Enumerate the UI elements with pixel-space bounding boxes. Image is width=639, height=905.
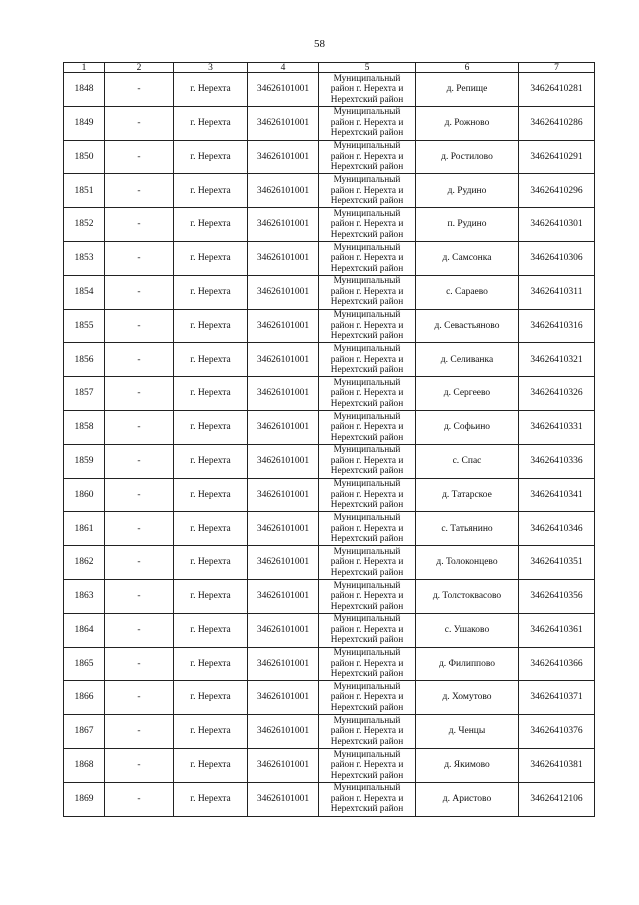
oktmo-cell: 34626410381	[519, 748, 595, 782]
municipality-line: Муниципальный	[333, 479, 401, 490]
municipality-line: Нерехтский район	[330, 398, 404, 409]
city-cell: г. Нерехта	[174, 748, 248, 782]
municipality-cell	[319, 241, 416, 275]
municipality-line: Нерехтский район	[330, 601, 404, 612]
column-2-cell: -	[105, 140, 174, 174]
municipality-cell	[319, 748, 416, 782]
settlement-cell: д. Рудино	[416, 174, 519, 208]
city-cell: г. Нерехта	[174, 309, 248, 343]
city-cell: г. Нерехта	[174, 444, 248, 478]
settlement-cell: п. Рудино	[416, 208, 519, 242]
table-row	[64, 748, 595, 782]
municipality-cell	[319, 478, 416, 512]
table-row	[64, 343, 595, 377]
city-cell: г. Нерехта	[174, 512, 248, 546]
municipality-cell	[319, 309, 416, 343]
table-row	[64, 73, 595, 107]
column-2-cell: -	[105, 579, 174, 613]
row-number-cell: 1865	[64, 647, 105, 681]
column-header-4: 4	[248, 63, 319, 73]
column-2-cell: -	[105, 309, 174, 343]
municipality-line: Нерехтский район	[330, 263, 404, 274]
municipality-line: район г. Нерехта и	[330, 591, 404, 602]
city-cell: г. Нерехта	[174, 140, 248, 174]
city-cell: г. Нерехта	[174, 579, 248, 613]
row-number-cell: 1867	[64, 715, 105, 749]
oktmo-cell: 34626410281	[519, 73, 595, 107]
code-cell: 34626101001	[248, 106, 319, 140]
table-row	[64, 512, 595, 546]
column-2-cell: -	[105, 478, 174, 512]
municipality-line: Муниципальный	[333, 310, 401, 321]
municipality-line: район г. Нерехта и	[330, 726, 404, 737]
city-cell: г. Нерехта	[174, 715, 248, 749]
code-cell: 34626101001	[248, 410, 319, 444]
oktmo-cell: 34626410351	[519, 546, 595, 580]
column-2-cell: -	[105, 444, 174, 478]
code-cell: 34626101001	[248, 512, 319, 546]
oktmo-cell: 34626410341	[519, 478, 595, 512]
municipality-cell	[319, 275, 416, 309]
municipality-line: Муниципальный	[333, 344, 401, 355]
oktmo-cell: 34626410376	[519, 715, 595, 749]
settlement-cell: д. Филиппово	[416, 647, 519, 681]
row-number-cell: 1857	[64, 377, 105, 411]
municipality-line: Муниципальный	[333, 73, 401, 84]
code-cell: 34626101001	[248, 715, 319, 749]
settlement-cell: д. Севастьяново	[416, 309, 519, 343]
municipality-line: Муниципальный	[333, 141, 401, 152]
city-cell: г. Нерехта	[174, 208, 248, 242]
oktmo-cell: 34626410366	[519, 647, 595, 681]
municipality-line: Муниципальный	[333, 411, 401, 422]
municipality-cell	[319, 343, 416, 377]
code-cell: 34626101001	[248, 343, 319, 377]
municipality-line: Муниципальный	[333, 208, 401, 219]
table-row	[64, 444, 595, 478]
municipality-cell	[319, 715, 416, 749]
municipality-cell	[319, 377, 416, 411]
settlement-cell: д. Хомутово	[416, 681, 519, 715]
municipality-line: район г. Нерехта и	[330, 692, 404, 703]
municipality-line: Нерехтский район	[330, 432, 404, 443]
settlement-cell: д. Репище	[416, 73, 519, 107]
municipality-cell	[319, 613, 416, 647]
municipality-cell	[319, 782, 416, 816]
city-cell: г. Нерехта	[174, 241, 248, 275]
municipality-line: район г. Нерехта и	[330, 354, 404, 365]
municipality-line: Муниципальный	[333, 580, 401, 591]
row-number-cell: 1861	[64, 512, 105, 546]
row-number-cell: 1859	[64, 444, 105, 478]
code-cell: 34626101001	[248, 377, 319, 411]
column-header-1: 1	[64, 63, 105, 73]
table-row	[64, 410, 595, 444]
municipality-line: район г. Нерехта и	[330, 760, 404, 771]
municipality-line: район г. Нерехта и	[330, 219, 404, 230]
municipality-cell	[319, 140, 416, 174]
column-header-2: 2	[105, 63, 174, 73]
row-number-cell: 1848	[64, 73, 105, 107]
column-header-6: 6	[416, 63, 519, 73]
settlement-cell: д. Ченцы	[416, 715, 519, 749]
municipality-line: Нерехтский район	[330, 162, 404, 173]
code-cell: 34626101001	[248, 681, 319, 715]
municipality-line: Нерехтский район	[330, 500, 404, 511]
municipality-line: Нерехтский район	[330, 297, 404, 308]
row-number-cell: 1858	[64, 410, 105, 444]
municipality-line: район г. Нерехта и	[330, 658, 404, 669]
code-cell: 34626101001	[248, 782, 319, 816]
municipality-line: Нерехтский район	[330, 196, 404, 207]
municipality-line: район г. Нерехта и	[330, 455, 404, 466]
row-number-cell: 1855	[64, 309, 105, 343]
municipality-cell	[319, 647, 416, 681]
page-number: 58	[314, 38, 325, 50]
table-row	[64, 647, 595, 681]
code-cell: 34626101001	[248, 208, 319, 242]
code-cell: 34626101001	[248, 174, 319, 208]
table-row	[64, 275, 595, 309]
city-cell: г. Нерехта	[174, 343, 248, 377]
table-row	[64, 478, 595, 512]
settlement-cell: д. Рожново	[416, 106, 519, 140]
settlement-cell: с. Сараево	[416, 275, 519, 309]
oktmo-cell: 34626410301	[519, 208, 595, 242]
oktmo-cell: 34626410361	[519, 613, 595, 647]
table-body	[64, 73, 595, 817]
row-number-cell: 1850	[64, 140, 105, 174]
municipality-line: район г. Нерехта и	[330, 489, 404, 500]
column-2-cell: -	[105, 106, 174, 140]
column-header-5: 5	[319, 63, 416, 73]
municipality-cell	[319, 106, 416, 140]
settlement-cell: д. Самсонка	[416, 241, 519, 275]
oktmo-cell: 34626410291	[519, 140, 595, 174]
table-row	[64, 579, 595, 613]
city-cell: г. Нерехта	[174, 613, 248, 647]
municipality-line: Муниципальный	[333, 749, 401, 760]
municipality-line: район г. Нерехта и	[330, 117, 404, 128]
municipality-line: Нерехтский район	[330, 702, 404, 713]
city-cell: г. Нерехта	[174, 73, 248, 107]
table-row	[64, 377, 595, 411]
column-2-cell: -	[105, 275, 174, 309]
table-row	[64, 106, 595, 140]
row-number-cell: 1868	[64, 748, 105, 782]
table-row	[64, 140, 595, 174]
municipality-line: Нерехтский район	[330, 128, 404, 139]
municipality-line: Муниципальный	[333, 783, 401, 794]
settlement-cell: с. Спас	[416, 444, 519, 478]
row-number-cell: 1869	[64, 782, 105, 816]
oktmo-cell: 34626410356	[519, 579, 595, 613]
column-2-cell: -	[105, 647, 174, 681]
table-row	[64, 208, 595, 242]
settlement-cell: д. Толстоквасово	[416, 579, 519, 613]
code-cell: 34626101001	[248, 241, 319, 275]
settlement-cell: д. Софьино	[416, 410, 519, 444]
oktmo-cell: 34626410326	[519, 377, 595, 411]
row-number-cell: 1862	[64, 546, 105, 580]
table-row	[64, 681, 595, 715]
municipality-cell	[319, 174, 416, 208]
code-cell: 34626101001	[248, 613, 319, 647]
registry-table	[63, 62, 595, 817]
municipality-line: район г. Нерехта и	[330, 422, 404, 433]
column-2-cell: -	[105, 715, 174, 749]
municipality-line: Нерехтский район	[330, 94, 404, 105]
row-number-cell: 1853	[64, 241, 105, 275]
city-cell: г. Нерехта	[174, 377, 248, 411]
municipality-line: Нерехтский район	[330, 229, 404, 240]
oktmo-cell: 34626410346	[519, 512, 595, 546]
oktmo-cell: 34626410371	[519, 681, 595, 715]
municipality-line: Нерехтский район	[330, 466, 404, 477]
municipality-line: район г. Нерехта и	[330, 253, 404, 264]
table-row	[64, 309, 595, 343]
code-cell: 34626101001	[248, 579, 319, 613]
oktmo-cell: 34626410296	[519, 174, 595, 208]
municipality-cell	[319, 73, 416, 107]
municipality-line: Нерехтский район	[330, 635, 404, 646]
municipality-line: Нерехтский район	[330, 770, 404, 781]
municipality-line: Муниципальный	[333, 546, 401, 557]
table-row	[64, 715, 595, 749]
oktmo-cell: 34626410306	[519, 241, 595, 275]
table-row	[64, 174, 595, 208]
municipality-line: район г. Нерехта и	[330, 320, 404, 331]
city-cell: г. Нерехта	[174, 174, 248, 208]
municipality-line: Муниципальный	[333, 107, 401, 118]
column-2-cell: -	[105, 782, 174, 816]
column-header-3: 3	[174, 63, 248, 73]
municipality-line: Муниципальный	[333, 715, 401, 726]
column-2-cell: -	[105, 546, 174, 580]
table-row	[64, 613, 595, 647]
row-number-cell: 1860	[64, 478, 105, 512]
row-number-cell: 1863	[64, 579, 105, 613]
municipality-line: район г. Нерехта и	[330, 624, 404, 635]
code-cell: 34626101001	[248, 546, 319, 580]
municipality-line: район г. Нерехта и	[330, 388, 404, 399]
column-2-cell: -	[105, 613, 174, 647]
municipality-line: Муниципальный	[333, 242, 401, 253]
settlement-cell: с. Ушаково	[416, 613, 519, 647]
municipality-line: Нерехтский район	[330, 331, 404, 342]
municipality-line: Нерехтский район	[330, 804, 404, 815]
municipality-line: район г. Нерехта и	[330, 151, 404, 162]
column-2-cell: -	[105, 748, 174, 782]
code-cell: 34626101001	[248, 73, 319, 107]
row-number-cell: 1851	[64, 174, 105, 208]
oktmo-cell: 34626410331	[519, 410, 595, 444]
code-cell: 34626101001	[248, 647, 319, 681]
header-row	[64, 63, 595, 73]
municipality-line: Муниципальный	[333, 377, 401, 388]
municipality-line: Муниципальный	[333, 648, 401, 659]
code-cell: 34626101001	[248, 748, 319, 782]
settlement-cell: д. Сергеево	[416, 377, 519, 411]
municipality-cell	[319, 512, 416, 546]
table-row	[64, 546, 595, 580]
oktmo-cell: 34626410316	[519, 309, 595, 343]
municipality-line: Нерехтский район	[330, 736, 404, 747]
city-cell: г. Нерехта	[174, 782, 248, 816]
row-number-cell: 1849	[64, 106, 105, 140]
settlement-cell: д. Якимово	[416, 748, 519, 782]
municipality-line: Нерехтский район	[330, 567, 404, 578]
municipality-line: район г. Нерехта и	[330, 557, 404, 568]
city-cell: г. Нерехта	[174, 681, 248, 715]
municipality-line: Муниципальный	[333, 681, 401, 692]
settlement-cell: д. Ростилово	[416, 140, 519, 174]
table-row	[64, 241, 595, 275]
column-2-cell: -	[105, 241, 174, 275]
municipality-line: район г. Нерехта и	[330, 185, 404, 196]
column-2-cell: -	[105, 343, 174, 377]
municipality-cell	[319, 546, 416, 580]
municipality-line: район г. Нерехта и	[330, 286, 404, 297]
municipality-line: район г. Нерехта и	[330, 793, 404, 804]
settlement-cell: д. Аристово	[416, 782, 519, 816]
municipality-line: район г. Нерехта и	[330, 523, 404, 534]
column-2-cell: -	[105, 208, 174, 242]
municipality-cell	[319, 410, 416, 444]
column-2-cell: -	[105, 377, 174, 411]
municipality-line: Муниципальный	[333, 175, 401, 186]
code-cell: 34626101001	[248, 140, 319, 174]
column-2-cell: -	[105, 512, 174, 546]
table-row	[64, 782, 595, 816]
column-2-cell: -	[105, 410, 174, 444]
municipality-line: Муниципальный	[333, 513, 401, 523]
city-cell: г. Нерехта	[174, 106, 248, 140]
row-number-cell: 1854	[64, 275, 105, 309]
municipality-line: Муниципальный	[333, 614, 401, 625]
municipality-line: район г. Нерехта и	[330, 84, 404, 95]
city-cell: г. Нерехта	[174, 478, 248, 512]
column-2-cell: -	[105, 174, 174, 208]
code-cell: 34626101001	[248, 444, 319, 478]
code-cell: 34626101001	[248, 275, 319, 309]
column-header-7: 7	[519, 63, 595, 73]
code-cell: 34626101001	[248, 309, 319, 343]
municipality-line: Нерехтский район	[330, 365, 404, 376]
row-number-cell: 1852	[64, 208, 105, 242]
municipality-line: Нерехтский район	[330, 534, 404, 544]
city-cell: г. Нерехта	[174, 546, 248, 580]
settlement-cell: с. Татьянино	[416, 512, 519, 546]
city-cell: г. Нерехта	[174, 410, 248, 444]
municipality-cell	[319, 681, 416, 715]
municipality-line: Муниципальный	[333, 445, 401, 456]
municipality-line: Муниципальный	[333, 276, 401, 287]
municipality-line: Нерехтский район	[330, 669, 404, 680]
code-cell: 34626101001	[248, 478, 319, 512]
row-number-cell: 1866	[64, 681, 105, 715]
oktmo-cell: 34626410336	[519, 444, 595, 478]
row-number-cell: 1856	[64, 343, 105, 377]
municipality-cell	[319, 579, 416, 613]
city-cell: г. Нерехта	[174, 275, 248, 309]
oktmo-cell: 34626410321	[519, 343, 595, 377]
city-cell: г. Нерехта	[174, 647, 248, 681]
oktmo-cell: 34626410286	[519, 106, 595, 140]
oktmo-cell: 34626412106	[519, 782, 595, 816]
municipality-cell	[319, 444, 416, 478]
municipality-cell	[319, 208, 416, 242]
row-number-cell: 1864	[64, 613, 105, 647]
oktmo-cell: 34626410311	[519, 275, 595, 309]
column-2-cell: -	[105, 681, 174, 715]
settlement-cell: д. Татарское	[416, 478, 519, 512]
settlement-cell: д. Селиванка	[416, 343, 519, 377]
settlement-cell: д. Толоконцево	[416, 546, 519, 580]
column-2-cell: -	[105, 73, 174, 107]
